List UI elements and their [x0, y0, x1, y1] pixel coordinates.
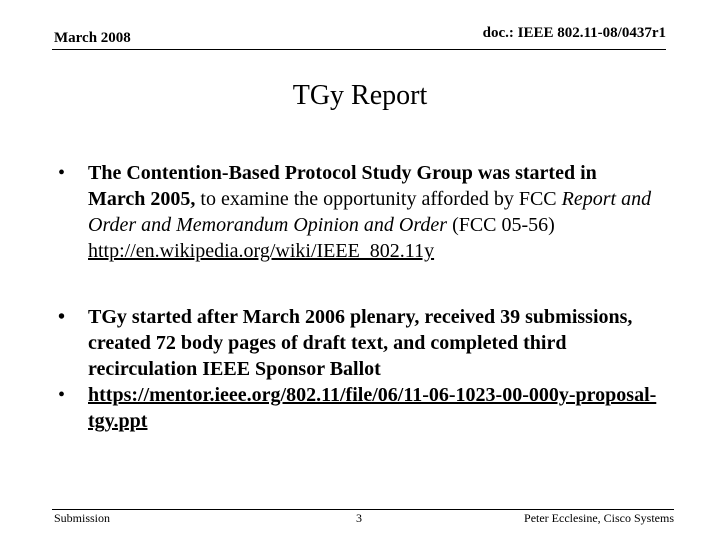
bullet-item [58, 304, 658, 382]
header-date: March 2008 [54, 30, 131, 46]
footer-rule [52, 509, 674, 510]
header-doc-id: doc.: IEEE 802.11-08/0437r1 [482, 25, 666, 41]
bullet-dot: • [58, 384, 66, 406]
bullet-dot: • [58, 162, 66, 184]
bullet-dot: • [58, 306, 66, 328]
bullet-text: (FCC 05-56) [447, 214, 555, 236]
footer-page-number: 3 [356, 511, 362, 525]
footer-submission: Submission [54, 511, 111, 525]
bullet-italic-text: Report and Order and Memorandum Opinion and Order [88, 188, 652, 236]
footer-author: Peter Ecclesine, Cisco Systems [524, 511, 674, 525]
bullet-text: TGy started after March 2006 plenary, received 39 submissions, created 72 body pages of draft text, and completed third recirculation IEEE Sponsor Ballot [88, 306, 633, 380]
bullet-bold-lead: The Contention-Based Protocol Study Group was started in March 2005, [88, 162, 597, 210]
bullet-text: to examine the opportunity afforded by FCC [195, 188, 562, 210]
header-rule [52, 49, 666, 50]
slide-title: TGy Report [292, 80, 428, 111]
mentor-proposal-link[interactable]: https://mentor.ieee.org/802.11/file/06/11-06-1023-00-000y-proposal-tgy.ppt [88, 384, 657, 432]
bullet-item [58, 382, 658, 434]
wikipedia-link[interactable]: http://en.wikipedia.org/wiki/IEEE_802.11y [88, 240, 435, 262]
bullet-item [58, 160, 658, 264]
slide-body [58, 160, 658, 434]
